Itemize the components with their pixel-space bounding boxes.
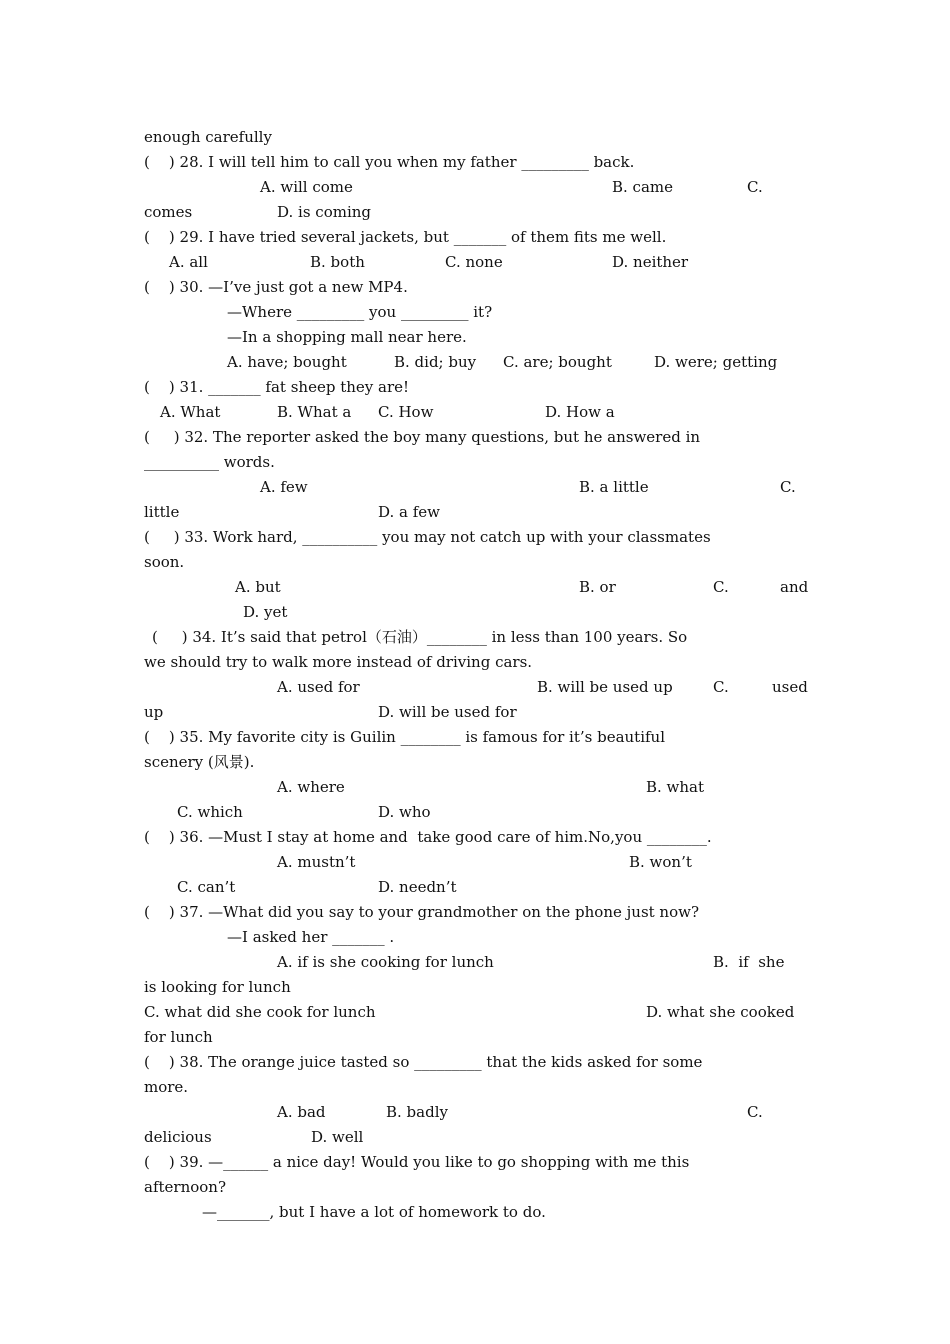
- option-c: C. none: [445, 253, 503, 271]
- question-31: ( ) 31. _______ fat sheep they are!: [144, 378, 410, 396]
- option-b: B. badly: [386, 1103, 448, 1121]
- option-a: A. all: [169, 253, 208, 271]
- text-line: scenery (风景).: [144, 753, 255, 771]
- option-c: C. which: [177, 803, 243, 821]
- text-line: more.: [144, 1078, 189, 1096]
- option-a: A. used for: [277, 678, 360, 696]
- text-line: for lunch: [144, 1028, 213, 1046]
- text-line: afternoon?: [144, 1178, 226, 1196]
- option-c: C.: [747, 178, 763, 196]
- text-line: up: [144, 703, 164, 721]
- question-34: ( ) 34. It’s said that petrol（石油）________ in less than 100 years. So: [152, 628, 688, 646]
- option-b: B. What a: [277, 403, 352, 421]
- question-32: ( ) 32. The reporter asked the boy many questions, but he answered in: [144, 428, 701, 446]
- text-line: __________ words.: [144, 453, 275, 471]
- option-b: B. will be used up: [537, 678, 673, 696]
- dialogue-line: —In a shopping mall near here.: [227, 328, 467, 346]
- option-a: A. bad: [277, 1103, 326, 1121]
- option-b: B. came: [612, 178, 674, 196]
- option-d: D. who: [378, 803, 431, 821]
- question-28: ( ) 28. I will tell him to call you when my father _________ back.: [144, 153, 635, 171]
- question-35: ( ) 35. My favorite city is Guilin ________ is famous for it’s beautiful: [144, 728, 666, 746]
- option-a: A. What: [160, 403, 221, 421]
- option-d: D. needn’t: [378, 878, 457, 896]
- option-d: D. yet: [243, 603, 288, 621]
- question-38: ( ) 38. The orange juice tasted so _________ that the kids asked for some: [144, 1053, 703, 1071]
- option-b: B. what: [646, 778, 705, 796]
- option-d: D. neither: [612, 253, 689, 271]
- option-c: C. can’t: [177, 878, 236, 896]
- text-line: comes: [144, 203, 193, 221]
- option-c: C.: [713, 578, 729, 596]
- question-36: ( ) 36. —Must I stay at home and take good care of him.No,you ________.: [144, 828, 712, 846]
- dialogue-line: —I asked her _______ .: [227, 928, 395, 946]
- text-line: soon.: [144, 553, 185, 571]
- option-a: A. mustn’t: [277, 853, 356, 871]
- option-d: D. will be used for: [378, 703, 517, 721]
- option-b: B. a little: [579, 478, 649, 496]
- option-a: A. if is she cooking for lunch: [277, 953, 494, 971]
- option-d: D. How a: [545, 403, 615, 421]
- option-b: B. did; buy: [394, 353, 477, 371]
- text-line: is looking for lunch: [144, 978, 291, 996]
- option-d: D. well: [311, 1128, 364, 1146]
- text-line: we should try to walk more instead of driving cars.: [144, 653, 533, 671]
- option-a: A. where: [277, 778, 345, 796]
- text-line: delicious: [144, 1128, 212, 1146]
- option-b: B. won’t: [629, 853, 692, 871]
- question-39: ( ) 39. —______ a nice day! Would you like to go shopping with me this: [144, 1153, 690, 1171]
- option-a: A. few: [260, 478, 308, 496]
- option-b: B. both: [310, 253, 365, 271]
- option-c: C.: [713, 678, 729, 696]
- text-line: and: [780, 578, 809, 596]
- option-d: D. a few: [378, 503, 441, 521]
- question-33: ( ) 33. Work hard, __________ you may not catch up with your classmates: [144, 528, 711, 546]
- option-d: D. what she cooked: [646, 1003, 795, 1021]
- option-b: B. or: [579, 578, 616, 596]
- option-d: D. is coming: [277, 203, 372, 221]
- option-b: B. if she: [713, 953, 785, 971]
- option-c: C.: [747, 1103, 763, 1121]
- option-c: C. are; bought: [503, 353, 612, 371]
- option-a: A. but: [235, 578, 281, 596]
- option-c: C. what did she cook for lunch: [144, 1003, 376, 1021]
- option-c: C. How: [378, 403, 434, 421]
- text-line: little: [144, 503, 180, 521]
- dialogue-line: —_______, but I have a lot of homework to do.: [202, 1203, 546, 1221]
- question-30: ( ) 30. —I’ve just got a new MP4.: [144, 278, 408, 296]
- text-line: used: [772, 678, 808, 696]
- option-d: D. were; getting: [654, 353, 778, 371]
- text-line: enough carefully: [144, 128, 272, 146]
- dialogue-line: —Where _________ you _________ it?: [227, 303, 493, 321]
- option-c: C.: [780, 478, 796, 496]
- question-37: ( ) 37. —What did you say to your grandmother on the phone just now?: [144, 903, 700, 921]
- option-a: A. will come: [260, 178, 353, 196]
- option-a: A. have; bought: [227, 353, 347, 371]
- question-29: ( ) 29. I have tried several jackets, but _______ of them fits me well.: [144, 228, 667, 246]
